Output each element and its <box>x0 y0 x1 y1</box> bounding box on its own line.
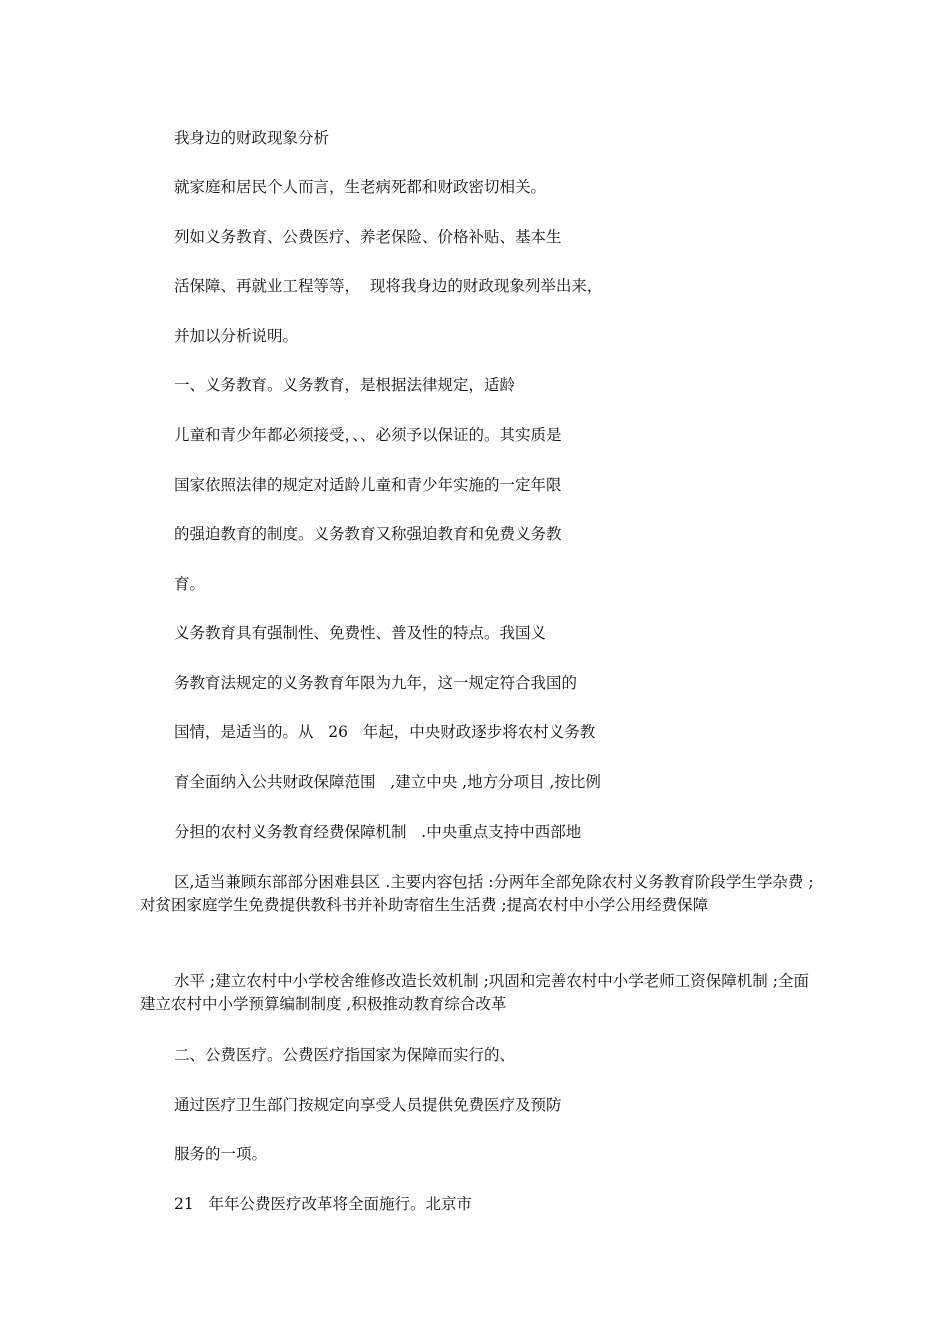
text-line: 服务的一项。 <box>174 1145 268 1163</box>
text-line: 务教育法规定的义务教育年限为九年，这一规定符合我国的 <box>174 674 578 692</box>
text-paragraph: 区,适当兼顾东部部分困难县区 .主要内容包括 :分两年全部免除农村义务教育阶段学生学杂费 ;对贫困家庭学生免费提供教科书并补助寄宿生生活费 ;提高农村中小学公用经费保障 <box>140 873 814 914</box>
text-line: 列如义务教育、公费医疗、养老保险、价格补贴、基本生 <box>174 228 562 246</box>
text-line: 分担的农村义务教育经费保障机制 .中央重点支持中西部地 <box>174 823 582 841</box>
text-line: 就家庭和居民个人而言，生老病死都和财政密切相关。 <box>174 178 547 196</box>
text-line: 活保障、再就业工程等等， 现将我身边的财政现象列举出来， <box>174 277 603 295</box>
text-line: 育。 <box>174 575 206 593</box>
text-line: 儿童和青少年都必须接受，、、必须予以保证的。其实质是 <box>174 426 562 444</box>
text-line: 一、义务教育。义务教育，是根据法律规定，适龄 <box>174 376 516 394</box>
text-line: 国情，是适当的。从 26 年起，中央财政逐步将农村义务教 <box>174 723 596 741</box>
text-line: 21 年年公费医疗改革将全面施行。北京市 <box>174 1195 473 1213</box>
text-line: 国家依照法律的规定对适龄儿童和青少年实施的一定年限 <box>174 476 562 494</box>
text-line: 义务教育具有强制性、免费性、普及性的特点。我国义 <box>174 624 547 642</box>
document-title: 我身边的财政现象分析 <box>174 129 330 147</box>
text-line: 二、公费医疗。公费医疗指国家为保障而实行的、 <box>174 1046 516 1064</box>
text-paragraph: 水平 ;建立农村中小学校舍维修改造长效机制 ;巩固和完善农村中小学老师工资保障机制 ;全面建立农村中小学预算编制制度 ,积极推动教育综合改革 <box>140 972 809 1013</box>
text-line: 育全面纳入公共财政保障范围 ,建立中央 ,地方分项目 ,按比例 <box>174 773 601 791</box>
text-line: 的强迫教育的制度。义务教育又称强迫教育和免费义务教 <box>174 525 562 543</box>
text-line: 并加以分析说明。 <box>174 327 299 345</box>
text-line: 通过医疗卫生部门按规定向享受人员提供免费医疗及预防 <box>174 1096 562 1114</box>
